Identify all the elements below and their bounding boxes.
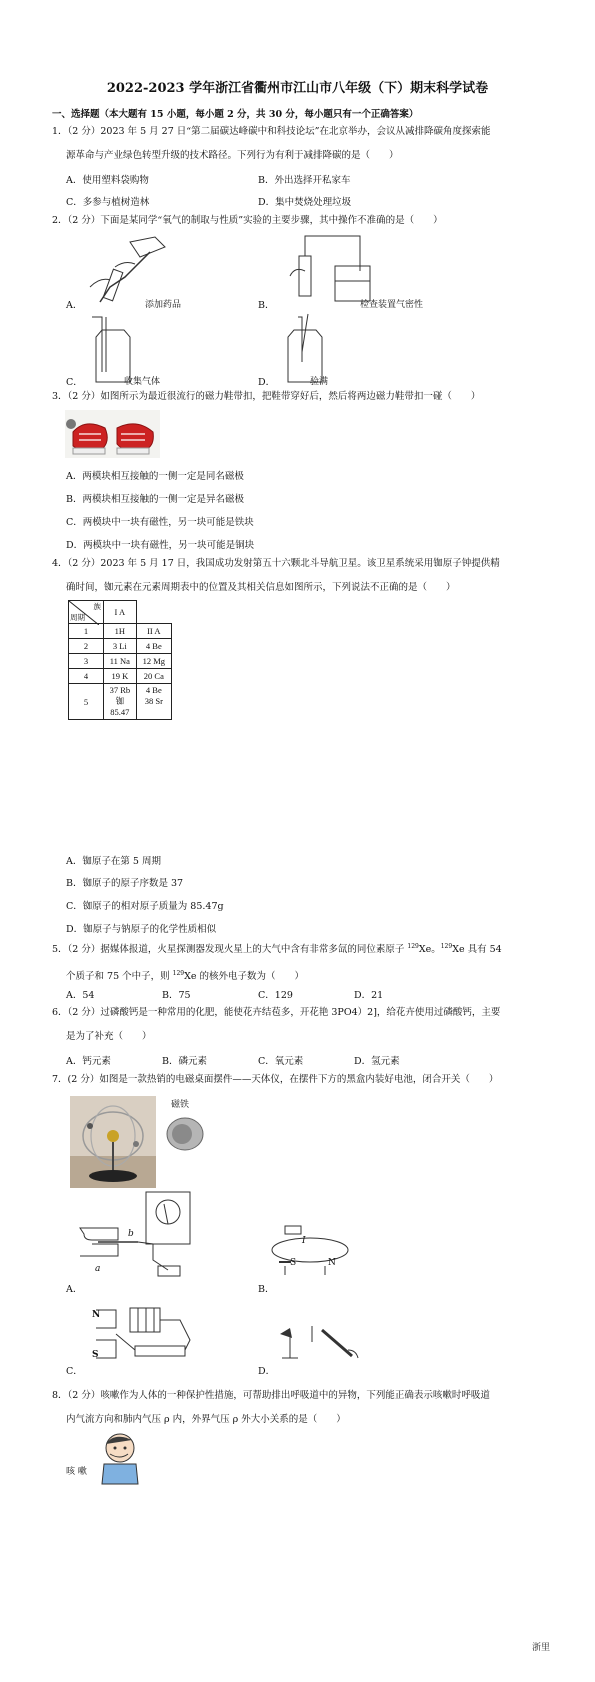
q2-caption-c: 收集气体	[124, 377, 161, 387]
label-n-b: N	[328, 1258, 336, 1268]
rb-mass: 85.47	[110, 707, 130, 717]
question-7-line1: 7．(2 分）如图是一款热销的电磁桌面摆件——天体仪，在摆件下方的黑盒内装好电池，闭合开关（ ）	[52, 1074, 499, 1085]
header-col-ia: I A	[104, 601, 137, 624]
q3-option-d[interactable]: D．两模块中一块有磁性，另一块可能是铜块	[66, 540, 255, 551]
q1-option-c[interactable]: C．多参与植树造林	[66, 197, 150, 208]
period-2: 2	[69, 639, 104, 654]
q2-caption-d: 验满	[310, 377, 329, 387]
label-a: a	[95, 1264, 101, 1274]
figure-airtightness-check	[285, 226, 385, 306]
figure-option-b-current-compass	[265, 1220, 355, 1280]
q3-option-a[interactable]: A．两模块相互接触的一侧一定是同名磁极	[66, 471, 244, 482]
q7-option-a[interactable]: A．	[66, 1284, 83, 1295]
label-n-c: N	[92, 1310, 101, 1320]
question-8-line2: 内气流方向和肺内气压 ρ 内，外界气压 ρ 外大小关系的是（ ）	[66, 1414, 346, 1425]
q5-option-a[interactable]: A．54	[66, 990, 95, 1001]
q4-option-d[interactable]: D．铷原子与钠原子的化学性质相似	[66, 924, 217, 935]
q2-caption-b: 检查装置气密性	[360, 300, 424, 310]
period-5: 5	[69, 684, 104, 720]
q4-option-a[interactable]: A．铷原子在第 5 周期	[66, 856, 161, 867]
q3-option-b[interactable]: B．两模块相互接触的一侧一定是异名磁极	[66, 494, 244, 505]
q6-option-a[interactable]: A．钙元素	[66, 1056, 111, 1067]
q5-option-b[interactable]: B．75	[162, 990, 191, 1001]
cell-2-ia: 3 Li	[104, 639, 137, 654]
question-4-line1: 4．（2 分）2023 年 5 月 17 日，我国成功发射第五十六颗北斗导航卫星。该卫星系统采用铷原子钟提供精	[52, 558, 500, 569]
question-1	[52, 120, 557, 168]
question-1-line2: 源革命与产业绿色转型升级的技术路径。下列行为有利于减排降碳的是（ ）	[66, 150, 399, 161]
rb-name: 铷	[115, 696, 125, 706]
q2-option-a[interactable]: A．	[66, 300, 83, 311]
cell-3-iia: 12 Mg	[136, 654, 171, 669]
section-heading: 一、选择题（本大题有 15 小题，每小题 2 分，共 30 分，每小题只有一个正确答案）	[52, 109, 419, 120]
figure-add-reagent	[80, 232, 170, 307]
q7-option-c[interactable]: C．	[66, 1366, 83, 1377]
question-8-line1: 8．（2 分）咳嗽作为人体的一种保护性措施，可帮助排出呼吸道中的异物，下列能正确表示咳嗽时呼吸道	[52, 1390, 490, 1401]
q1-option-d[interactable]: D．集中焚烧处理垃圾	[258, 197, 352, 208]
q4-option-c[interactable]: C．铷原子的相对原子质量为 85.47g	[66, 901, 224, 912]
cell-4-iia: 20 Ca	[136, 669, 171, 684]
q6-option-c[interactable]: C．氧元素	[258, 1056, 304, 1067]
figure-option-d-static	[272, 1320, 362, 1365]
question-1-line1: 1．（2 分）2023 年 5 月 27 日“第二届碳达峰碳中和科技论坛”在北京举办，会议从减排降碳角度探索能	[52, 126, 491, 137]
q2-caption-a: 添加药品	[145, 300, 182, 310]
q1-option-a[interactable]: A．使用塑料袋购物	[66, 175, 149, 186]
q2-option-b[interactable]: B．	[258, 300, 275, 311]
table-header-corner	[69, 601, 104, 624]
question-3-line1: 3．（2 分）如图所示为最近很流行的磁力鞋带扣，把鞋带穿好后，然后将两边磁力鞋带扣一碰（ ）	[52, 391, 481, 402]
label-i: I	[302, 1236, 306, 1246]
cell-5-iia: 4 Be 38 Sr	[136, 684, 171, 720]
q3-option-c[interactable]: C．两模块中一块有磁性，另一块可能是铁块	[66, 517, 254, 528]
question-2-line1: 2．（2 分）下面是某同学“氧气的制取与性质”实验的主要步骤，其中操作不准确的是（ ）	[52, 215, 443, 226]
figure-orrery-photo	[70, 1096, 156, 1188]
question-6-line1: 6．（2 分）过磷酸钙是一种常用的化肥，能使花卉结苞多，开花艳 3PO4）2]，给花卉使用过磷酸钙，主要	[52, 1007, 501, 1018]
magnet-label: 磁铁	[170, 1097, 190, 1110]
cell-3-ia: 11 Na	[104, 654, 137, 669]
exam-title: 2022-2023 学年浙江省衢州市江山市八年级（下）期末科学试卷	[106, 81, 489, 96]
label-b: b	[128, 1229, 134, 1239]
period-1: 1	[69, 624, 104, 639]
cell-1-ia: 1H	[104, 624, 137, 639]
page-footer: 浙里	[531, 1643, 550, 1653]
periodic-table	[68, 600, 172, 720]
figure-coughing-child	[84, 1430, 144, 1486]
cell-4-ia: 19 K	[104, 669, 137, 684]
question-6-line2: 是为了补充（ ）	[66, 1031, 152, 1042]
q5-option-c[interactable]: C．129	[258, 990, 293, 1001]
rb-symbol: 37 Rb	[109, 685, 131, 695]
period-3: 3	[69, 654, 104, 669]
period-4: 4	[69, 669, 104, 684]
question-5-line2: 个质子和 75 个中子，则 $^{129}$Xe 的核外电子数为（ ）	[66, 970, 305, 983]
header-period: 周期	[70, 613, 85, 622]
question-4-line2: 确时间，铷元素在元素周期表中的位置及其相关信息如图所示，下列说法不正确的是（ ）	[66, 582, 456, 593]
q1-option-b[interactable]: B．外出选择开私家车	[258, 175, 351, 186]
cell-rubidium	[104, 684, 137, 720]
label-s-c: S	[92, 1350, 99, 1360]
q7-option-b[interactable]: B．	[258, 1284, 275, 1295]
question-5	[52, 935, 557, 989]
q4-option-b[interactable]: B．铷原子的原子序数是 37	[66, 878, 184, 889]
question-4	[52, 552, 557, 600]
q7-option-d[interactable]: D．	[258, 1366, 276, 1377]
cell-2-iia: 4 Be	[136, 639, 171, 654]
q2-option-d[interactable]: D．	[258, 377, 276, 388]
q5-option-d[interactable]: D．21	[354, 990, 384, 1001]
question-8	[52, 1384, 557, 1432]
question-6	[52, 1001, 557, 1049]
question-5-line1: 5．（2 分）据媒体报道，火星探测器发现火星上的大气中含有非常多氙的同位素原子 $^{129}$Xe。$^{129}$Xe 具有 54	[52, 943, 502, 956]
header-group: 族	[93, 602, 101, 611]
cough-label: 咳 嗽	[66, 1467, 87, 1477]
header-col-iia: II A	[136, 624, 171, 639]
figure-magnetic-shoes	[65, 410, 160, 458]
label-s-b: S	[290, 1258, 297, 1268]
q6-option-b[interactable]: B．磷元素	[162, 1056, 207, 1067]
q6-option-d[interactable]: D．氢元素	[354, 1056, 400, 1067]
q2-option-c[interactable]: C．	[66, 377, 83, 388]
